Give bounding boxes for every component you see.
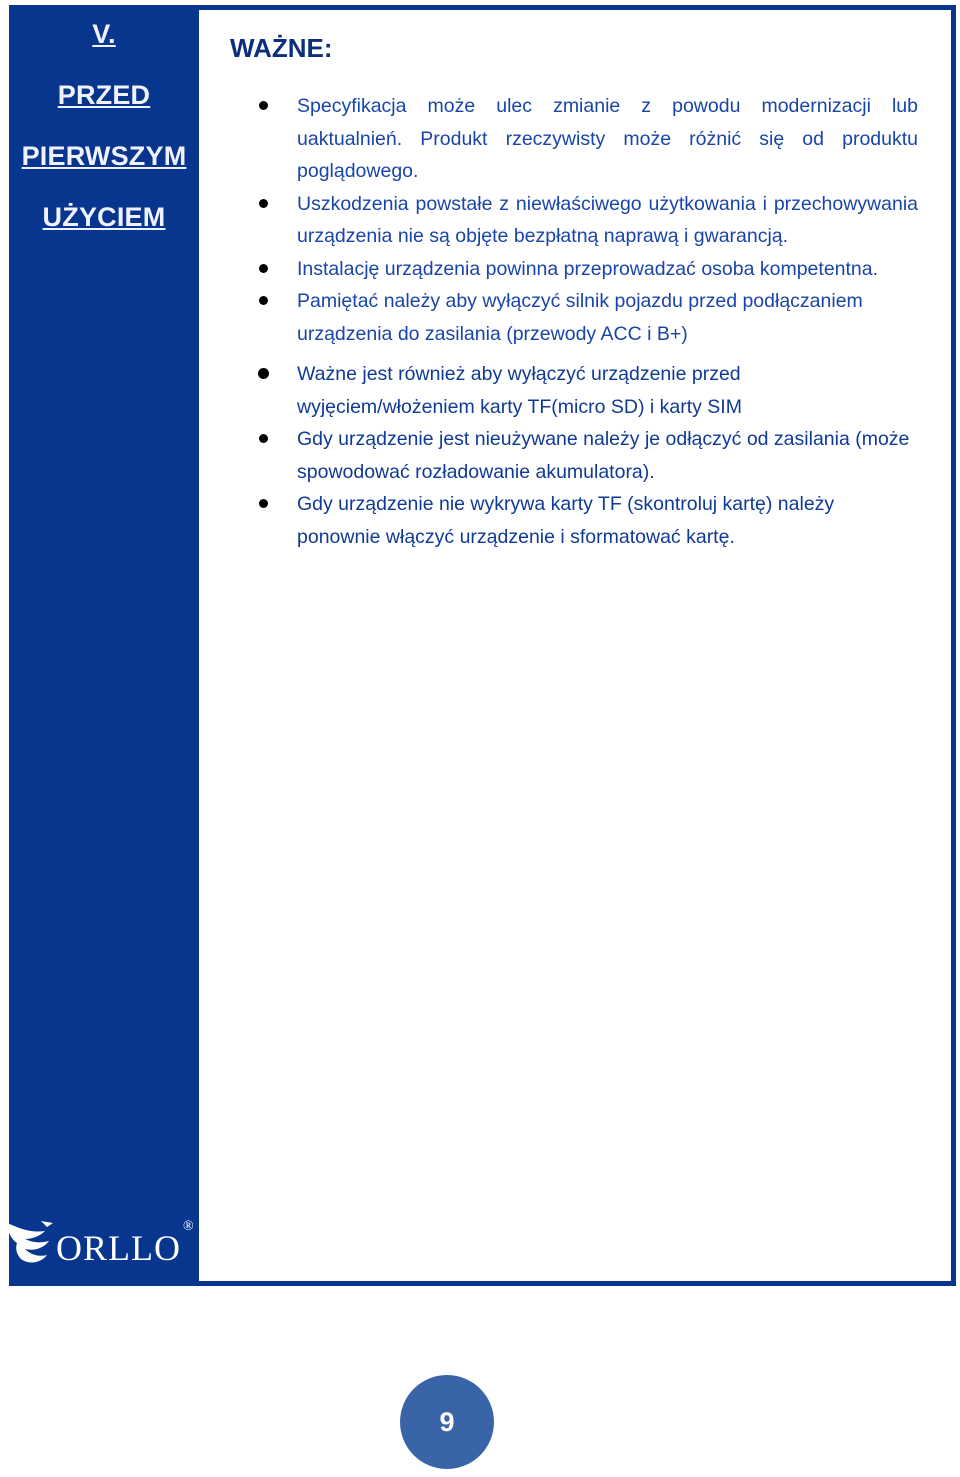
eagle-logo-icon bbox=[1, 1215, 61, 1271]
important-heading: WAŻNE: bbox=[230, 33, 333, 63]
list-item bbox=[259, 423, 918, 488]
orllo-logo bbox=[9, 1213, 209, 1273]
section-number: V. bbox=[92, 19, 116, 49]
note-text: Uszkodzenia powstałe z niewłaściwego użytkowania i przechowywania urządzenia nie są objęte bezpłatną naprawą i gwarancją. bbox=[297, 192, 918, 247]
bullet-icon bbox=[259, 264, 268, 273]
note-text: Pamiętać należy aby wyłączyć silnik pojazdu przed podłączaniem urządzenia do zasilania (przewody ACC i B+) bbox=[297, 290, 863, 345]
bullet-icon bbox=[259, 296, 268, 305]
list-item bbox=[259, 188, 918, 253]
bullet-icon bbox=[259, 199, 268, 208]
section-title-line-1: PRZED bbox=[57, 80, 151, 110]
note-text: Ważne jest również aby wyłączyć urządzenie przed wyjęciem/włożeniem karty TF(micro SD) i karty SIM bbox=[297, 363, 742, 418]
section-title-line-2: PIERWSZYM bbox=[21, 141, 187, 171]
bullet-icon bbox=[259, 499, 268, 508]
section-title-line-3: UŻYCIEM bbox=[42, 202, 166, 232]
page-frame bbox=[9, 5, 956, 1286]
list-item bbox=[259, 90, 918, 188]
important-notes-list bbox=[259, 90, 918, 553]
list-item bbox=[259, 253, 918, 286]
note-text: Gdy urządzenie jest nieużywane należy je odłączyć od zasilania (może spowodować rozładowanie akumulatora). bbox=[297, 428, 910, 483]
list-item bbox=[259, 488, 918, 553]
registered-mark: ® bbox=[183, 1219, 194, 1234]
list-item bbox=[259, 358, 918, 423]
page-number-badge: 9 bbox=[400, 1375, 494, 1469]
sidebar bbox=[9, 5, 199, 1286]
logo-text: ORLLO bbox=[56, 1228, 181, 1268]
bullet-icon bbox=[259, 101, 268, 110]
bullet-icon bbox=[258, 368, 269, 379]
note-text: Gdy urządzenie nie wykrywa karty TF (skontroluj kartę) należy ponownie włączyć urządzenie i sformatować kartę. bbox=[297, 493, 835, 548]
content-panel bbox=[199, 10, 951, 1281]
list-item bbox=[259, 285, 918, 350]
note-text: Specyfikacja może ulec zmianie z powodu modernizacji lub uaktualnień. Produkt rzeczywisty może różnić się od produktu poglądowego. bbox=[297, 95, 918, 182]
bullet-icon bbox=[259, 434, 268, 443]
note-text: Instalację urządzenia powinna przeprowadzać osoba kompetentna. bbox=[297, 257, 879, 280]
